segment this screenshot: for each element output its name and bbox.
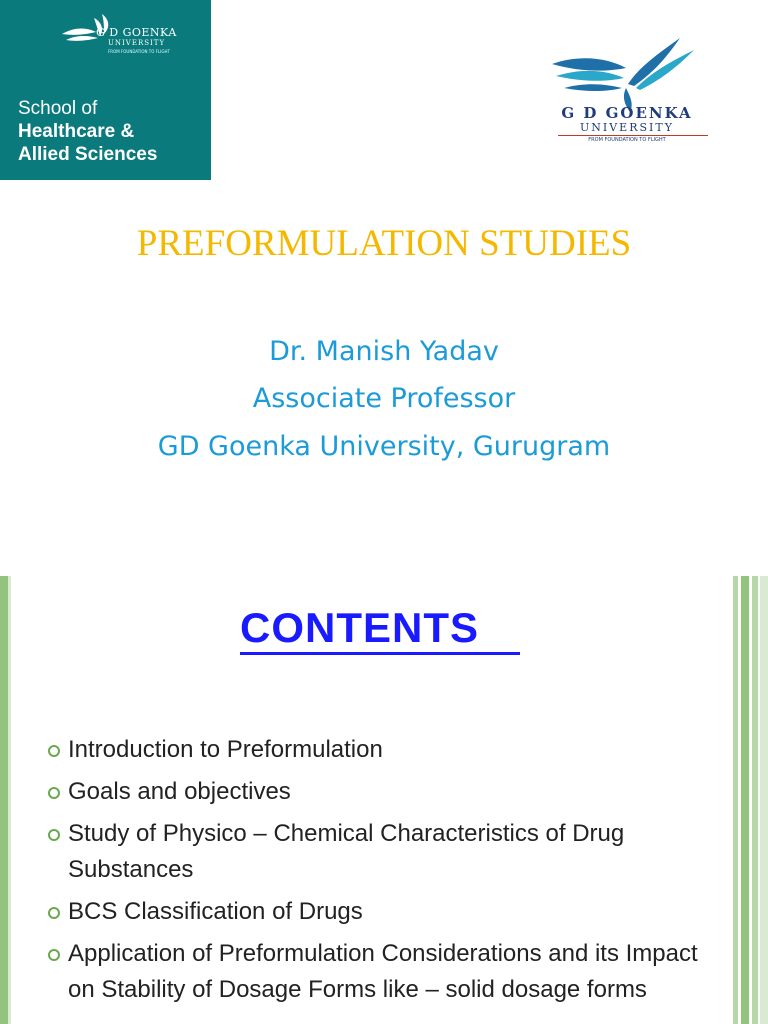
university-brand-text: G D GOENKA (561, 104, 693, 122)
right-border-stripe-3 (752, 576, 758, 1024)
university-tagline-text: FROM FOUNDATION TO FLIGHT (588, 137, 666, 143)
list-item (48, 894, 728, 930)
school-badge (0, 0, 211, 180)
circle-bullet-icon (48, 907, 60, 919)
author-designation: Associate Professor (252, 383, 516, 414)
list-item-text: Application of Preformulation Considerations and its Impact on Stability of Dosage Forms like – solid dosage forms (68, 940, 698, 1003)
mini-tagline-text: FROM FOUNDATION TO FLIGHT (108, 49, 170, 54)
slide-title: PREFORMULATION STUDIES (136, 223, 632, 264)
right-border-stripe-1 (733, 576, 738, 1024)
contents-slide (0, 576, 768, 1024)
circle-bullet-icon (48, 829, 60, 841)
author-affiliation: GD Goenka University, Gurugram (157, 431, 611, 462)
right-border-stripe-4 (760, 576, 768, 1024)
list-item (48, 936, 728, 1008)
right-border-stripe-2 (741, 576, 749, 1024)
left-border-stripe-light (8, 576, 11, 1024)
mini-university-text: UNIVERSITY (108, 39, 166, 47)
list-item (48, 816, 728, 888)
author-name: Dr. Manish Yadav (269, 336, 499, 367)
school-line-2: Healthcare & (18, 121, 135, 142)
list-item (48, 774, 728, 810)
contents-heading-underline (240, 652, 520, 655)
contents-list (48, 732, 728, 1014)
school-line-1: School of (18, 98, 98, 119)
list-item-text: Introduction to Preformulation (68, 736, 383, 763)
list-item-text: BCS Classification of Drugs (68, 898, 363, 925)
list-item (48, 732, 728, 768)
mini-brand-text: G D GOENKA (96, 26, 177, 39)
left-border-stripe (0, 576, 8, 1024)
circle-bullet-icon (48, 787, 60, 799)
contents-heading: CONTENTS (240, 604, 479, 651)
list-item-text: Goals and objectives (68, 778, 291, 805)
circle-bullet-icon (48, 949, 60, 961)
university-subtitle-text: UNIVERSITY (580, 121, 674, 134)
circle-bullet-icon (48, 745, 60, 757)
list-item-text: Study of Physico – Chemical Characteristics of Drug Substances (68, 820, 625, 883)
logo-divider (558, 135, 708, 136)
school-line-3: Allied Sciences (18, 144, 158, 165)
